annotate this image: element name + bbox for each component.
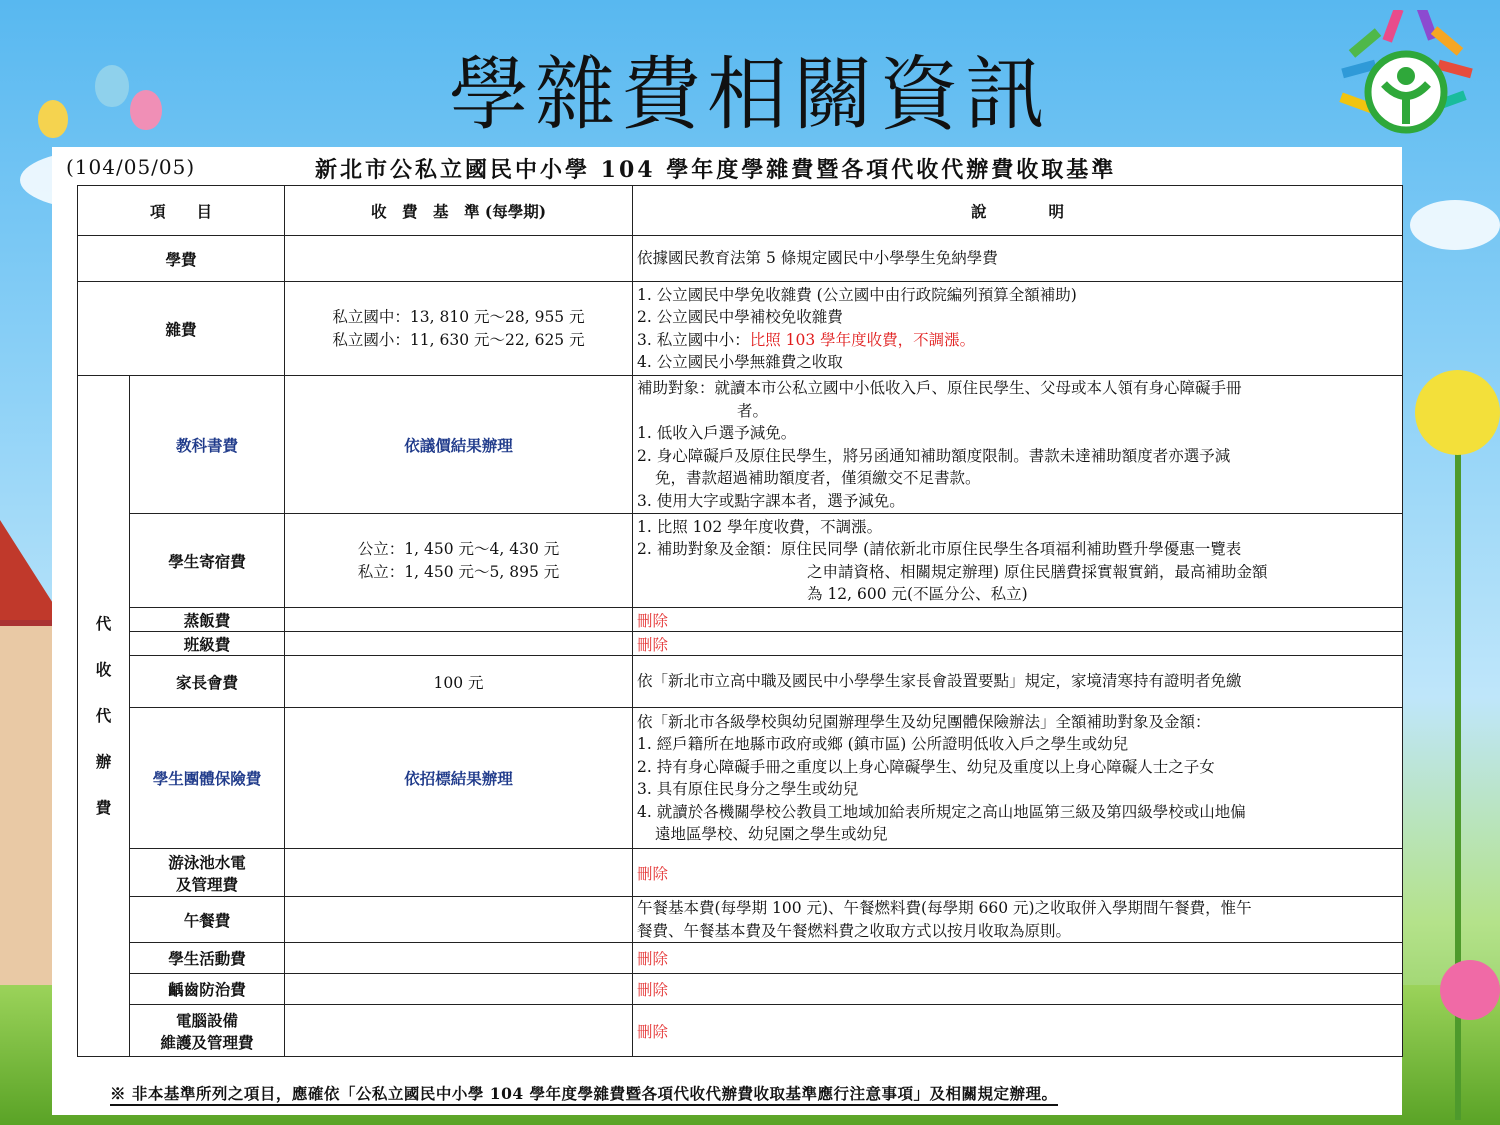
row-item: 教科書費 bbox=[130, 376, 285, 514]
row-note: 刪除 bbox=[633, 608, 1403, 632]
row-item: 齲齒防治費 bbox=[130, 974, 285, 1005]
row-note: 依「新北市立高中職及國民中小學學生家長會設置要點」規定，家境清寒持有證明者免繳 bbox=[633, 656, 1403, 708]
row-item: 家長會費 bbox=[130, 656, 285, 708]
table-row bbox=[78, 708, 1403, 849]
flower-icon bbox=[1415, 370, 1500, 455]
row-item: 游泳池水電 及管理費 bbox=[130, 849, 285, 897]
page-title: 學雜費相關資訊 bbox=[449, 48, 1051, 141]
table-row bbox=[78, 514, 1403, 608]
table-row bbox=[78, 897, 1403, 943]
row-standard bbox=[285, 849, 633, 897]
fee-table-panel bbox=[52, 147, 1402, 1115]
table-row bbox=[78, 974, 1403, 1005]
cloud bbox=[1410, 200, 1500, 250]
row-item: 午餐費 bbox=[130, 897, 285, 943]
row-standard bbox=[285, 236, 633, 282]
row-standard: 公立：1, 450 元～4, 430 元 私立：1, 450 元～5, 895 元 bbox=[285, 514, 633, 608]
row-standard bbox=[285, 1005, 633, 1057]
table-row bbox=[78, 608, 1403, 632]
highlight-text: 比照 103 學年度收費，不調漲。 bbox=[749, 330, 976, 349]
row-standard: 100 元 bbox=[285, 656, 633, 708]
row-standard: 依議價結果辦理 bbox=[285, 376, 633, 514]
row-note: 午餐基本費(每學期 100 元)、午餐燃料費(每學期 660 元)之收取併入學期間午餐費，惟午 餐費、午餐基本費及午餐燃料費之收取方式以按月收取為原則。 bbox=[633, 897, 1403, 943]
row-item: 學生寄宿費 bbox=[130, 514, 285, 608]
row-standard bbox=[285, 943, 633, 974]
row-note: 1. 比照 102 學年度收費，不調漲。 2. 補助對象及金額：原住民同學 (請依新北市原住民學生各項福利補助暨升學優惠一覽表 之申請資格、相關規定辦理) 原住民膳費採實報實銷，最高補助金額 為 12, 600 元(不區分公、私立) bbox=[633, 514, 1403, 608]
row-item: 學生活動費 bbox=[130, 943, 285, 974]
row-note: 刪除 bbox=[633, 849, 1403, 897]
row-item: 電腦設備 維護及管理費 bbox=[130, 1005, 285, 1057]
row-item: 蒸飯費 bbox=[130, 608, 285, 632]
header-standard: 收 費 基 準 (每學期) bbox=[285, 186, 633, 236]
row-standard bbox=[285, 974, 633, 1005]
row-standard: 私立國中：13, 810 元～28, 955 元 私立國小：11, 630 元～22, 625 元 bbox=[285, 282, 633, 376]
row-standard bbox=[285, 608, 633, 632]
table-row bbox=[78, 1005, 1403, 1057]
row-standard bbox=[285, 632, 633, 656]
table-row bbox=[78, 849, 1403, 897]
row-item: 學費 bbox=[78, 236, 285, 282]
row-note: 1. 公立國民中學免收雜費 (公立國中由行政院編列預算全額補助) 2. 公立國民中學補校免收雜費 3. 私立國中小：比照 103 學年度收費，不調漲。 4. 公立國民小學無雜費之收取 bbox=[633, 282, 1403, 376]
school-logo-icon bbox=[1320, 10, 1490, 150]
table-row bbox=[78, 376, 1403, 514]
table-row bbox=[78, 236, 1403, 282]
row-note: 補助對象：就讀本市公私立國中小低收入戶、原住民學生、父母或本人領有身心障礙手冊 者。 1. 低收入戶選予減免。 2. 身心障礙戶及原住民學生，將另函通知補助額度限制。書款未達補助額度者亦選予減 免，書款超過補助額度者，僅須繳交不足書款。 3. 使用大字或點字課本者，選予減免。 bbox=[633, 376, 1403, 514]
fee-table bbox=[77, 185, 1403, 1057]
row-note: 刪除 bbox=[633, 632, 1403, 656]
table-row bbox=[78, 656, 1403, 708]
header-note: 說 明 bbox=[633, 186, 1403, 236]
table-main-title: 新北市公私立國民中小學 104 學年度學雜費暨各項代收代辦費收取基準 bbox=[315, 157, 1117, 183]
flower-icon bbox=[1440, 960, 1500, 1020]
table-row bbox=[78, 943, 1403, 974]
row-note: 刪除 bbox=[633, 974, 1403, 1005]
header-item: 項 目 bbox=[78, 186, 285, 236]
table-header-line bbox=[60, 153, 1390, 187]
row-note: 依據國民教育法第 5 條規定國民中小學學生免納學費 bbox=[633, 236, 1403, 282]
row-item: 學生團體保險費 bbox=[130, 708, 285, 849]
row-standard: 依招標結果辦理 bbox=[285, 708, 633, 849]
row-note: 刪除 bbox=[633, 1005, 1403, 1057]
row-standard bbox=[285, 897, 633, 943]
table-row bbox=[78, 632, 1403, 656]
row-item: 班級費 bbox=[130, 632, 285, 656]
row-item: 雜費 bbox=[78, 282, 285, 376]
row-note: 依「新北市各級學校與幼兒園辦理學生及幼兒團體保險辦法」全額補助對象及金額： 1. 經戶籍所在地縣市政府或鄉 (鎮市區) 公所證明低收入戶之學生或幼兒 2. 持有身心障礙手冊之重度以上身心障礙學生、幼兒及重度以上身心障礙人士之子女 3. 具有原住民身分之學生或幼兒 4. 就讀於各機關學校公教員工地域加給表所規定之高山地區第三級及第四級學校或山地偏 遠地區學校、幼兒園之學生或幼兒 bbox=[633, 708, 1403, 849]
footnote: ※ 非本基準所列之項目，應確依「公私立國民中小學 104 學年度學雜費暨各項代收代辦費收取基準應行注意事項」及相關規定辦理。 bbox=[110, 1082, 1058, 1106]
date-label: (104/05/05) bbox=[66, 155, 196, 179]
table-row bbox=[78, 282, 1403, 376]
header-row bbox=[78, 186, 1403, 236]
row-note: 刪除 bbox=[633, 943, 1403, 974]
group-label: 代 收 代 辦 費 bbox=[78, 376, 130, 1057]
